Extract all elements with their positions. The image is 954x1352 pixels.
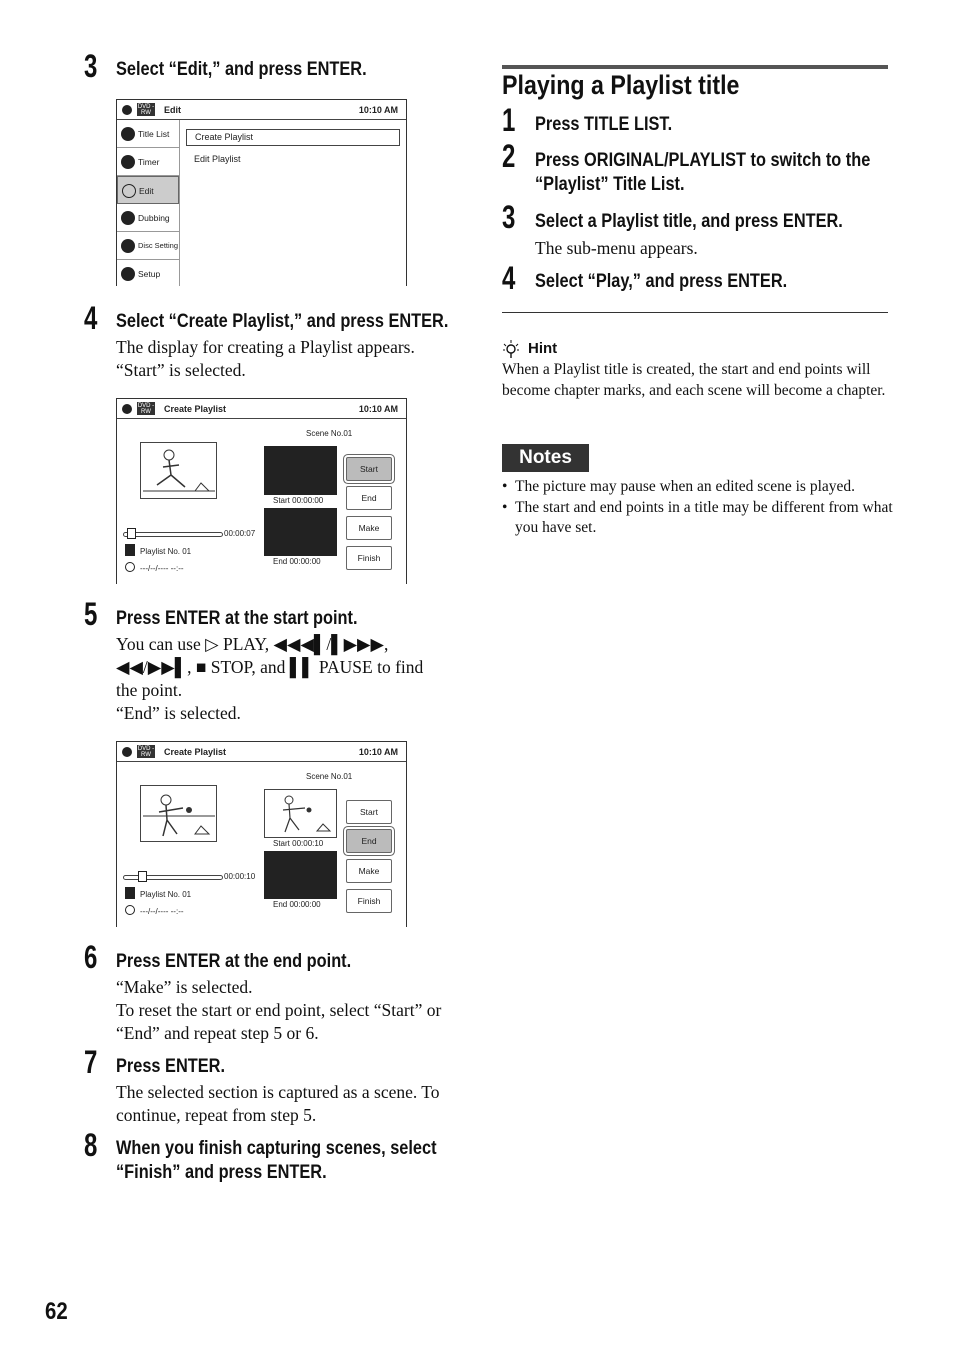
step-number: 3 [84, 48, 98, 84]
title-list-icon [121, 127, 135, 141]
step-body: The selected section is captured as a scene. To continue, repeat from step 5. [116, 1082, 440, 1125]
screen-edit-menu [116, 99, 407, 286]
screen-title-bar [117, 742, 406, 762]
step-heading: “Playlist” Title List. [535, 174, 685, 195]
step-number: 3 [502, 199, 516, 235]
step-number: 5 [84, 596, 98, 632]
hint-text: When a Playlist title is created, the start and end points will become chapter marks, and each scene will become a chapter. [502, 361, 886, 399]
clock-icon [125, 905, 135, 915]
screen-title: Edit [164, 105, 181, 115]
timer-icon [121, 155, 135, 169]
step-heading: Select “Play,” and press ENTER. [535, 271, 788, 292]
screen-title-bar [117, 100, 406, 120]
notes-list [502, 477, 894, 539]
start-button[interactable]: Start [346, 800, 392, 824]
step-heading: “Finish” and press ENTER. [116, 1162, 327, 1183]
menu-item-title-list[interactable] [117, 120, 179, 148]
step-number: 6 [84, 939, 98, 975]
section-rule [502, 65, 888, 69]
step-body-line: “End” is selected. [116, 703, 241, 723]
finish-button[interactable]: Finish [346, 889, 392, 913]
soccer-player-illustration [265, 790, 338, 839]
video-preview [140, 442, 217, 499]
disc-icon [122, 105, 132, 115]
section-title: Playing a Playlist title [502, 70, 740, 100]
dvd-rw-badge: DVD -RW [137, 104, 155, 116]
title-icon [125, 544, 135, 556]
dvd-rw-badge: DVD -RW [137, 746, 155, 758]
notes-label: Notes [502, 444, 589, 472]
playback-time: 00:00:10 [224, 872, 256, 881]
step-number: 2 [502, 138, 516, 174]
step-heading: Select “Create Playlist,” and press ENTER. [116, 311, 449, 332]
scene-number: Scene No.01 [306, 429, 353, 438]
lightbulb-icon [502, 339, 520, 359]
start-time: Start 00:00:00 [273, 496, 324, 505]
start-time: Start 00:00:10 [273, 839, 324, 848]
step-heading: Press ENTER at the end point. [116, 951, 352, 972]
step-body-line: ◀◀/▶▶▌, ■ STOP, and ▌▌ PAUSE to find [116, 657, 424, 677]
step-body: The display for creating a Playlist appears. “Start” is selected. [116, 337, 415, 380]
menu-item-timer[interactable] [117, 148, 179, 176]
recording-date: ---/--/---- --:-- [140, 907, 184, 916]
menu-label: Edit [139, 186, 154, 196]
menu-item-disc-setting[interactable] [117, 232, 179, 260]
step-heading: When you finish capturing scenes, select [116, 1138, 437, 1159]
playlist-number: Playlist No. 01 [140, 547, 192, 556]
step-heading: Select a Playlist title, and press ENTER. [535, 211, 843, 232]
disc-icon [122, 404, 132, 414]
step-number: 4 [84, 300, 98, 336]
menu-label: Title List [138, 129, 170, 139]
end-frame-preview [264, 851, 337, 899]
end-time: End 00:00:00 [273, 900, 321, 909]
step-number: 1 [502, 102, 516, 138]
step-body: “Make” is selected. [116, 977, 253, 997]
step-heading: Select “Edit,” and press ENTER. [116, 59, 367, 80]
playlist-number: Playlist No. 01 [140, 890, 192, 899]
disc-setting-icon [121, 239, 135, 253]
end-button[interactable]: End [346, 486, 392, 510]
menu-item-edit[interactable] [117, 176, 179, 204]
option-edit-playlist[interactable]: Edit Playlist [194, 154, 241, 164]
playback-time: 00:00:07 [224, 529, 256, 538]
end-frame-preview [264, 508, 337, 556]
note-item: • The picture may pause when an edited scene is played. [502, 478, 856, 495]
end-time: End 00:00:00 [273, 557, 321, 566]
screen-title: Create Playlist [164, 404, 227, 414]
clock-icon [125, 562, 135, 572]
start-button[interactable]: Start [346, 457, 392, 481]
menu-item-dubbing[interactable] [117, 204, 179, 232]
step-number: 7 [84, 1044, 98, 1080]
note-text: The start and end points in a title may be different from what you have set. [515, 498, 893, 536]
scene-number: Scene No.01 [306, 772, 353, 781]
option-create-playlist[interactable]: Create Playlist [186, 129, 400, 146]
step-body: The sub-menu appears. [535, 238, 698, 258]
divider [502, 312, 888, 313]
disc-icon [122, 747, 132, 757]
hint-label: Hint [528, 340, 558, 357]
video-preview [140, 785, 217, 842]
menu-label: Dubbing [138, 213, 170, 223]
step-heading: Press ENTER at the start point. [116, 608, 358, 629]
edit-icon [122, 184, 136, 198]
screen-title: Create Playlist [164, 747, 227, 757]
note-text: The picture may pause when an edited scene is played. [515, 478, 856, 495]
end-button[interactable]: End [346, 829, 392, 853]
recording-date: ---/--/---- --:-- [140, 564, 184, 573]
menu-label: Timer [138, 157, 160, 167]
dvd-rw-badge: DVD -RW [137, 403, 155, 415]
start-frame-preview [264, 446, 337, 495]
screen-create-playlist-end [116, 741, 407, 927]
start-frame-preview [264, 789, 337, 838]
menu-label: Disc Setting [138, 241, 179, 250]
soccer-player-illustration [141, 443, 218, 500]
step-heading: Press TITLE LIST. [535, 114, 673, 135]
menu-item-setup[interactable] [117, 260, 179, 286]
playhead[interactable] [138, 871, 147, 882]
step-body-line: You can use ▷ PLAY, ◀◀◀▌/▌▶▶▶, [116, 634, 389, 654]
progress-bar[interactable] [123, 532, 223, 537]
step-heading: Press ORIGINAL/PLAYLIST to switch to the [535, 150, 871, 171]
title-icon [125, 887, 135, 899]
step-body: To reset the start or end point, select “Start” or “End” and repeat step 5 or 6. [116, 1000, 442, 1043]
page-number: 62 [45, 1298, 68, 1325]
screen-clock: 10:10 AM [358, 404, 398, 414]
note-item: • The start and end points in a title may be different from what you have set. [502, 498, 893, 536]
setup-icon [121, 267, 135, 281]
menu-label: Setup [138, 269, 161, 279]
make-button[interactable]: Make [346, 859, 392, 883]
step-body-line: the point. [116, 680, 183, 700]
screen-title-bar [117, 399, 406, 419]
playhead[interactable] [127, 528, 136, 539]
screen-clock: 10:10 AM [358, 105, 398, 115]
make-button[interactable]: Make [346, 516, 392, 540]
screen-create-playlist-start [116, 398, 407, 584]
step-number: 4 [502, 260, 516, 296]
step-heading: Press ENTER. [116, 1056, 225, 1077]
finish-button[interactable]: Finish [346, 546, 392, 570]
screen-clock: 10:10 AM [358, 747, 398, 757]
soccer-player-illustration [141, 786, 218, 843]
step-number: 8 [84, 1127, 98, 1163]
dubbing-icon [121, 211, 135, 225]
